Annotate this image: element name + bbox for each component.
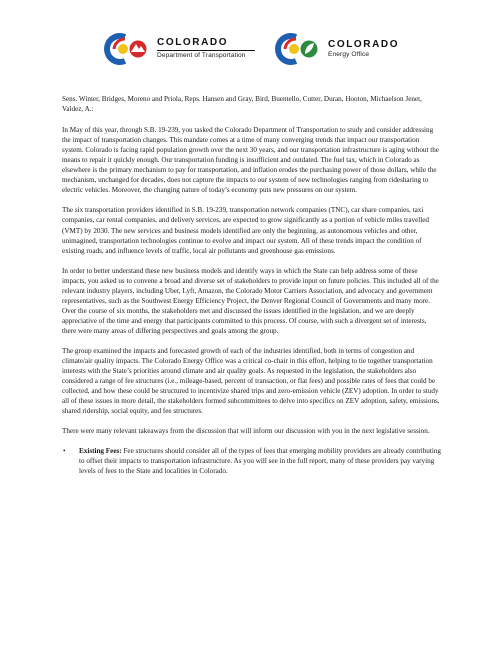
energy-office-logo-subtitle: Energy Office — [328, 50, 370, 58]
energy-office-logo-text — [328, 40, 399, 59]
paragraph-2: The six transportation providers identified in S.B. 19-239, transportation network companies (TNC), car share companies, taxi companies, car rental companies, and delivery services, are expected to grow significantly as a portion of vehicle miles travelled (VMT) by 2030. The new services and business models identified are only the beginning, as autonomous vehicles and other, unimagined, transportation technologies continue to evolve and impact our system. All of these trends impact the condition of existing roads, and influence levels of traffic, local air pollutants and greenhouse gas emissions. — [62, 206, 430, 255]
cdot-logo — [103, 32, 255, 66]
bullet-heading: Existing Fees: — [79, 447, 122, 456]
paragraph-5: There were many relevant takeaways from the discussion that will inform our discussion with you in the next legislative session. — [62, 427, 430, 436]
list-item — [62, 446, 442, 476]
cdot-logo-name: COLORADO — [157, 37, 229, 49]
paragraph-4: The group examined the impacts and forecasted growth of each of the industries identified, both in terms of congestion and climate/air quality impacts. The Colorado Energy Office was a critical co-chair in this effort, helping to tie together transportation interests with the State’s priorities around climate and air quality goals. As requested in the legislation, the stakeholders also considered a range of fee structures (i.e., mileage-based, percent of transaction, or flat fees) and possible rates of fees that could be collected, and how these could be structured to incentivize shared trips and zero-emission vehicle (ZEV) adoption. In order to study all of these issues in more detail, the stakeholders formed subcommittees to delve into specifics on ZEV adoption, safety, emissions, shared ridership, social equity, and fee structures. — [62, 346, 440, 416]
colorado-energy-c-icon — [274, 33, 324, 65]
bullet-icon: • — [63, 447, 66, 456]
energy-office-logo — [274, 32, 399, 66]
bullet-text: Fee structures should consider all of the types of fees that emerging mobility providers are already contributing to offset their impacts to transportation infrastructure. As you will see in the full report, many of these providers pay varying levels of fees to the State and localities in Colorado. — [79, 447, 441, 476]
takeaways-list — [62, 446, 442, 476]
energy-office-logo-name: COLORADO — [328, 38, 400, 50]
salutation: Sens. Winter, Bridges, Moreno and Priola, Reps. Hansen and Gray, Bird, Buentello, Cutter, Duran, Hooton, Michaelson Jenet, Valdez, A.: — [62, 95, 422, 114]
cdot-logo-subtitle: Department of Transportation — [157, 52, 246, 60]
letterhead — [0, 32, 500, 66]
cdot-logo-rule — [157, 50, 255, 51]
paragraph-1: In May of this year, through S.B. 19-239, you tasked the Colorado Department of Transportation to study and consider addressing the impact of transportation changes. This mandate comes at a time of many converging trends that impact our transportation system. Colorado is facing rapid population growth over the next 30 years, and our transportation infrastructure is aging without the means to repair it quickly enough. Our transportation funding is insufficient and outdated. The fuel tax, which in Colorado as elsewhere is the primary mechanism to pay for transportation, and inflation erodes the purchasing power of those dollars, while the mechanism, unchanged for decades, does not capture the impacts to our system of new technologies ranging from ridesharing to electric vehicles. Moreover, the changing nature of today’s economy puts new pressures on our system. — [62, 126, 439, 195]
colorado-flag-c-icon — [103, 33, 153, 65]
letter-body — [62, 94, 442, 477]
paragraph-3: In order to better understand these new business models and identify ways in which the State can help address some of these impacts, you asked us to convene a broad and diverse set of stakeholders to provide input on future policies. This included all of the relevant industry players, including Uber, Lyft, Amazon, the Colorado Motor Carriers Association, and advocacy and government representatives, such as the Southwest Energy Efficiency Project, the Denver Regional Council of Governments and many more. Over the course of six months, the stakeholders met and discussed the issues identified in the legislation, and we are deeply appreciative of the time and energy that participants committed to this process. Of course, with such a divergent set of interests, there were many areas of differing perspectives and goals among the group. — [62, 266, 439, 335]
cdot-logo-text — [157, 38, 255, 60]
